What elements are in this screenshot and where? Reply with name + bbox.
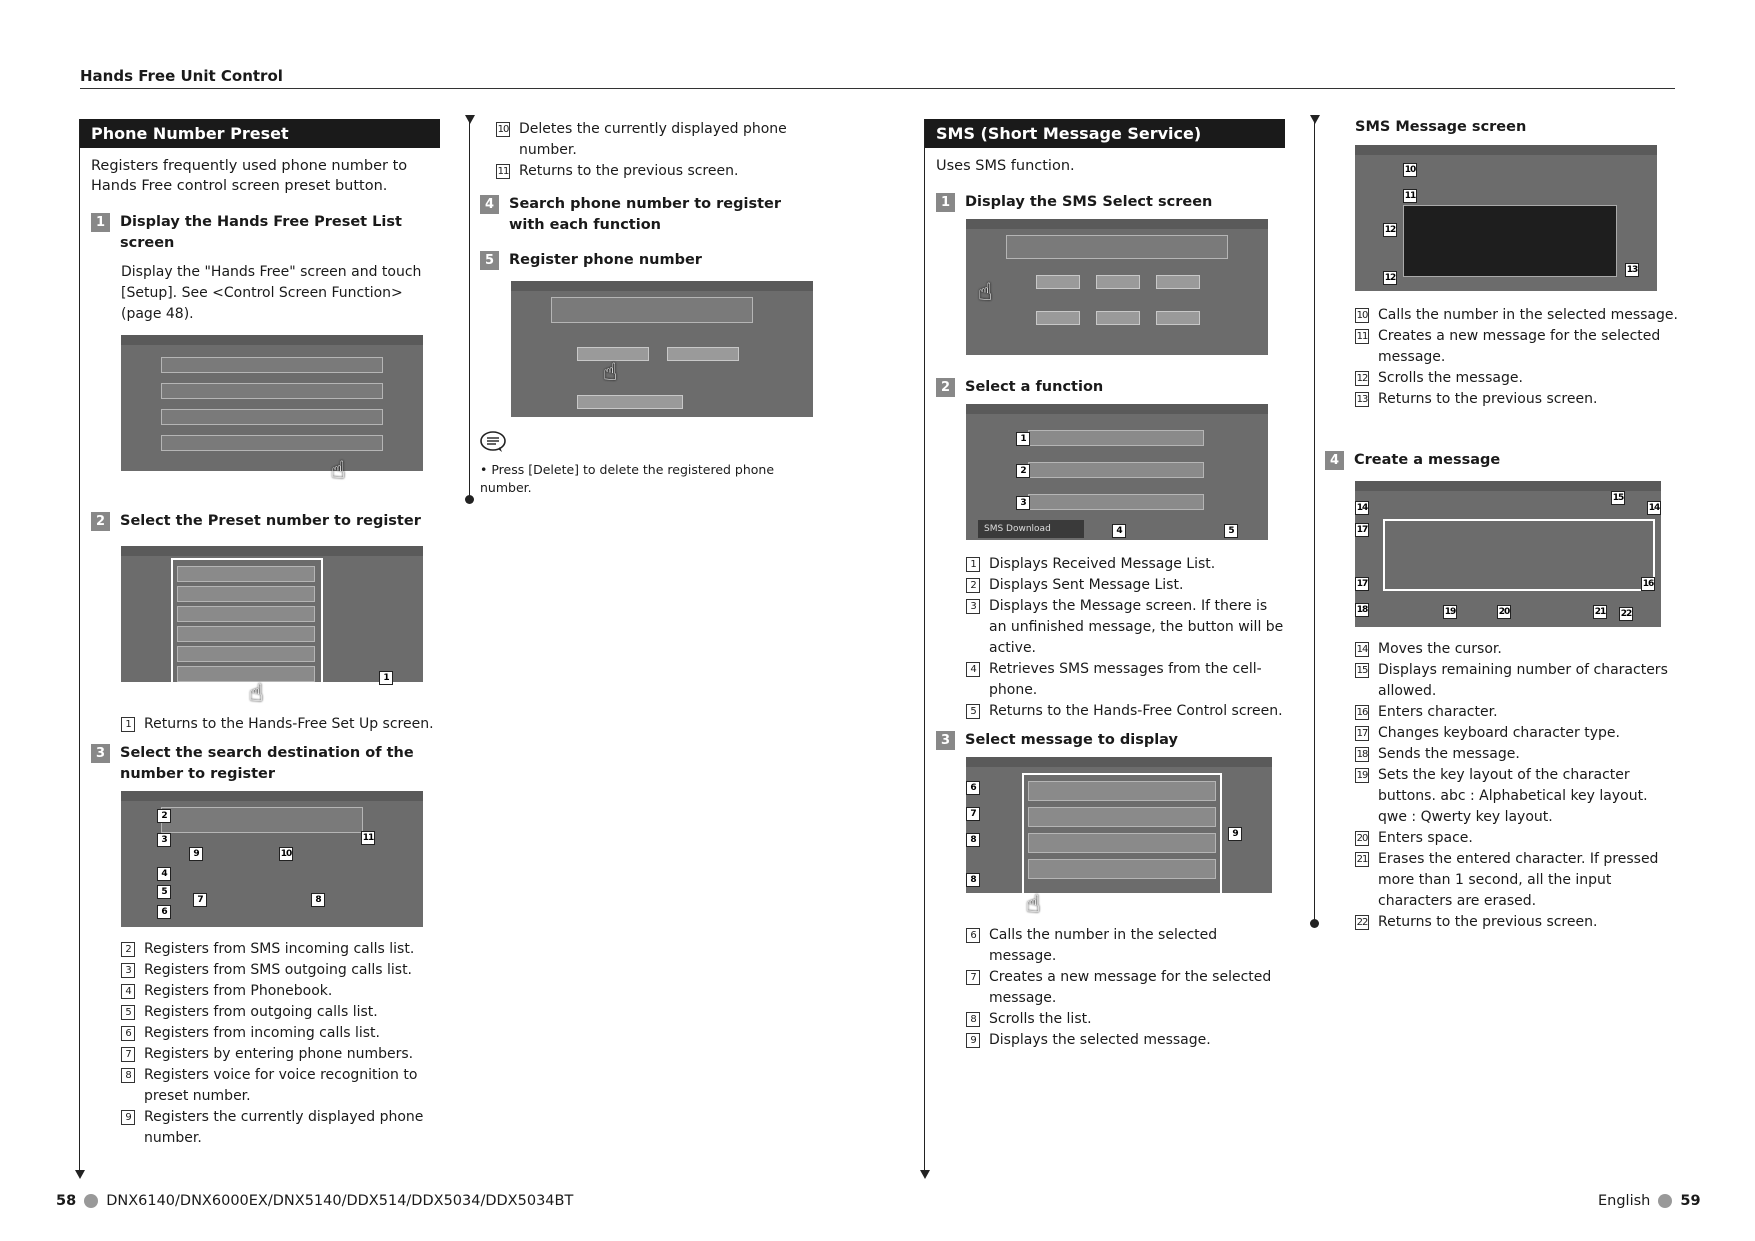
list-item [1355, 660, 1680, 702]
list-item [966, 925, 1285, 967]
step-2 [91, 511, 440, 532]
list-item [966, 575, 1285, 596]
step-2 [936, 377, 1285, 398]
screen-row [161, 383, 383, 399]
function-row [1028, 462, 1204, 478]
right-column-c [925, 119, 1285, 1051]
list-item-number: 22 [1356, 917, 1368, 928]
step-number: 1 [91, 213, 110, 232]
list-item-number: 19 [1356, 770, 1368, 781]
list-item-number: 11 [497, 166, 509, 177]
message-row [1028, 833, 1216, 853]
list-item-text: Sends the message. [1378, 746, 1520, 762]
callout-8b: 8 [966, 873, 980, 887]
step-4 [1325, 450, 1680, 471]
screenshot-message-list [966, 757, 1272, 918]
list-item [1355, 828, 1680, 849]
step-3-list [966, 925, 1285, 1051]
list-item [1355, 702, 1680, 723]
list-item-text: Displays Received Message List. [989, 556, 1216, 572]
screen-row [161, 435, 383, 451]
list-item-text: Returns to the Hands-Free Set Up screen. [144, 716, 434, 732]
callout-1: 1 [379, 671, 393, 685]
step-number: 5 [480, 251, 499, 270]
left-footer [56, 1193, 573, 1209]
step-4-list [1355, 639, 1680, 933]
preset-row [177, 666, 315, 682]
list-item-number: 9 [121, 1110, 135, 1125]
touch-hand-icon: ☝ [603, 358, 618, 386]
right-column-d [1325, 119, 1680, 933]
list-item-text: Registers from incoming calls list. [144, 1025, 380, 1041]
list-item-text: Displays remaining number of characters allowed. [1378, 662, 1668, 699]
preset-row [177, 586, 315, 602]
step-2-list [966, 554, 1285, 722]
step-3-list [121, 939, 440, 1149]
step-3-list-continued [496, 119, 820, 182]
continue-arrow-icon [1310, 115, 1320, 124]
callout-17: 17 [1356, 525, 1368, 535]
touch-hand-icon: ☝ [331, 456, 346, 484]
step-title: Register phone number [509, 252, 702, 268]
list-item [966, 596, 1285, 659]
list-item-number: 21 [1356, 854, 1368, 865]
page-number: 58 [56, 1193, 77, 1209]
note-text: • Press [Delete] to delete the registered phone number. [480, 462, 775, 495]
preset-row [177, 626, 315, 642]
screenshot-create-message [1355, 481, 1661, 627]
touch-hand-icon: ☝ [249, 679, 264, 707]
callout-5: 5 [1224, 524, 1238, 538]
list-item-number: 4 [966, 662, 980, 677]
screenshot-register-phone [511, 281, 813, 417]
continue-arrow-icon [920, 1170, 930, 1179]
callout-4: 4 [157, 867, 171, 881]
list-item-text: Registers the currently displayed phone number. [144, 1109, 424, 1146]
screen-row [161, 409, 383, 425]
preset-button [1036, 311, 1080, 325]
preset-slot [667, 347, 739, 361]
list-item [1355, 849, 1680, 912]
list-item-number: 8 [966, 1012, 980, 1027]
list-item-number: 7 [966, 970, 980, 985]
screenshot-hands-free-setup [121, 335, 423, 484]
section-title-phone-number-preset: Phone Number Preset [80, 119, 440, 148]
list-item-text: Registers by entering phone numbers. [144, 1046, 414, 1062]
list-item [121, 714, 440, 735]
preset-row [177, 566, 315, 582]
list-item [966, 659, 1285, 701]
list-item [496, 161, 820, 182]
left-column-b [480, 119, 820, 497]
list-item-text: Displays the selected message. [989, 1032, 1211, 1048]
list-item-number: 10 [497, 124, 509, 135]
list-item [121, 939, 440, 960]
note-icon [480, 431, 510, 453]
callout-11: 11 [1404, 191, 1416, 201]
list-item-text: Registers from Phonebook. [144, 983, 333, 999]
sms-message-list [1355, 305, 1680, 410]
list-item [1355, 723, 1680, 744]
continue-arrow-icon [75, 1170, 85, 1179]
list-item-text: Displays the Message screen. If there is an unfinished message, the button will be active. [989, 598, 1284, 656]
list-item-text: Sets the key layout of the character buttons. abc : Alphabetical key layout. qwe : Qwerty key layout. [1378, 767, 1648, 825]
list-item-number: 15 [1356, 665, 1368, 676]
callout-21: 21 [1594, 607, 1606, 617]
list-item-text: Enters character. [1378, 704, 1498, 720]
callout-12b: 12 [1384, 273, 1396, 283]
callout-6: 6 [966, 781, 980, 795]
list-item [496, 119, 820, 161]
callout-9: 9 [189, 847, 203, 861]
preset-button [1156, 311, 1200, 325]
end-dot-icon [1310, 919, 1319, 928]
step-5 [480, 250, 820, 271]
list-item-number: 18 [1356, 749, 1368, 760]
list-item [1355, 368, 1680, 389]
left-column-a [80, 119, 440, 1149]
step-4 [480, 194, 820, 236]
list-item [1355, 912, 1680, 933]
callout-2: 2 [1016, 464, 1030, 478]
message-body-panel [1403, 205, 1617, 277]
callout-14b: 14 [1648, 503, 1660, 513]
step-number: 2 [91, 512, 110, 531]
sms-message-screen-title: SMS Message screen [1355, 119, 1527, 135]
list-item-text: Moves the cursor. [1378, 641, 1502, 657]
list-item-text: Returns to the previous screen. [1378, 914, 1598, 930]
callout-3: 3 [1016, 496, 1030, 510]
step-3 [91, 743, 440, 785]
list-item [121, 1023, 440, 1044]
list-item-number: 20 [1356, 833, 1368, 844]
list-item-text: Scrolls the message. [1378, 370, 1523, 386]
callout-7: 7 [966, 807, 980, 821]
message-row [1028, 859, 1216, 879]
list-item [121, 1044, 440, 1065]
step-title: Display the Hands Free Preset List screen [120, 214, 402, 251]
number-display [551, 297, 753, 323]
step-number: 3 [91, 744, 110, 763]
list-item-number: 16 [1356, 707, 1368, 718]
list-item [966, 967, 1285, 1009]
list-item-text: Registers voice for voice recognition to preset number. [144, 1067, 418, 1104]
step-number: 2 [936, 378, 955, 397]
list-item-text: Returns to the previous screen. [519, 163, 739, 179]
preset-button [1096, 275, 1140, 289]
page-number: 59 [1680, 1193, 1701, 1209]
step-1 [91, 212, 440, 254]
column-rule [1314, 119, 1315, 923]
list-item [1355, 765, 1680, 828]
list-item-number: 12 [1356, 373, 1368, 384]
list-item-text: Calls the number in the selected message. [989, 927, 1218, 964]
callout-10: 10 [1404, 165, 1416, 175]
touch-hand-icon: ☝ [1026, 890, 1041, 918]
list-item-text: Erases the entered character. If pressed more than 1 second, all the input characters are erased. [1378, 851, 1659, 909]
function-row [1028, 430, 1204, 446]
continue-arrow-icon [465, 115, 475, 124]
list-item-text: Calls the number in the selected message. [1378, 307, 1678, 323]
list-item [966, 1009, 1285, 1030]
preset-button [1096, 311, 1140, 325]
list-item-text: Deletes the currently displayed phone number. [519, 121, 787, 158]
list-item [966, 701, 1285, 722]
list-item [966, 554, 1285, 575]
list-item-text: Enters space. [1378, 830, 1473, 846]
page-header-title: Hands Free Unit Control [80, 67, 283, 85]
column-rule [469, 119, 470, 499]
callout-11: 11 [362, 833, 374, 843]
screenshot-sms-message [1355, 145, 1657, 291]
list-item-number: 3 [966, 599, 980, 614]
list-item-number: 5 [966, 704, 980, 719]
language-label: English [1598, 1193, 1651, 1209]
list-item [1355, 305, 1680, 326]
list-item-text: Registers from SMS outgoing calls list. [144, 962, 413, 978]
section-intro: Uses SMS function. [936, 158, 1075, 174]
list-item-text: Changes keyboard character type. [1378, 725, 1620, 741]
step-number: 3 [936, 731, 955, 750]
list-item-text: Displays Sent Message List. [989, 577, 1184, 593]
callout-19: 19 [1444, 607, 1456, 617]
header-divider [80, 88, 1675, 89]
callout-18: 18 [1356, 605, 1368, 615]
note-body: Press [Delete] to delete the registered phone number. [480, 462, 775, 495]
list-item [1355, 326, 1680, 368]
screenshot-hands-free [966, 219, 1268, 355]
callout-16: 16 [1642, 579, 1654, 589]
list-item-text: Creates a new message for the selected message. [1378, 328, 1661, 365]
column-rule [79, 119, 80, 1171]
screenshot-preset-select [121, 791, 423, 927]
callout-8: 8 [966, 833, 980, 847]
callout-10: 10 [280, 849, 292, 859]
list-item-number: 14 [1356, 644, 1368, 655]
touch-hand-icon: ☝ [978, 278, 993, 306]
step-number: 4 [480, 195, 499, 214]
callout-6: 6 [157, 905, 171, 919]
list-item-number: 5 [121, 1005, 135, 1020]
section-title-sms: SMS (Short Message Service) [925, 119, 1285, 148]
screen-row [161, 357, 383, 373]
list-item-number: 1 [966, 557, 980, 572]
callout-9: 9 [1228, 827, 1242, 841]
footer-dot-icon [1658, 1194, 1672, 1208]
step-1 [936, 192, 1285, 213]
step-title: Search phone number to register with each function [509, 196, 782, 233]
list-item-text: Retrieves SMS messages from the cell-phone. [989, 661, 1262, 698]
callout-1: 1 [1016, 432, 1030, 446]
list-item-number: 13 [1356, 394, 1368, 405]
step-title: Select the search destination of the number to register [120, 745, 414, 782]
step-title: Select the Preset number to register [120, 513, 421, 529]
list-item-number: 3 [121, 963, 135, 978]
list-item-number: 2 [966, 578, 980, 593]
list-item-number: 4 [121, 984, 135, 999]
callout-5: 5 [157, 885, 171, 899]
callout-22: 22 [1620, 609, 1632, 619]
callout-17b: 17 [1356, 579, 1368, 589]
list-item-number: 6 [121, 1026, 135, 1041]
model-list: DNX6140/DNX6000EX/DNX5140/DDX514/DDX5034/DDX5034BT [106, 1193, 574, 1209]
callout-12: 12 [1384, 225, 1396, 235]
list-item [121, 1065, 440, 1107]
list-item [966, 1030, 1285, 1051]
preset-slot [577, 395, 683, 409]
list-item-number: 1 [121, 717, 135, 732]
list-item-text: Registers from SMS incoming calls list. [144, 941, 415, 957]
callout-13: 13 [1626, 265, 1638, 275]
step-title: Select a function [965, 379, 1104, 395]
keyboard-highlight [1383, 519, 1655, 591]
step-2-list [121, 714, 440, 735]
screenshot-preset-list [121, 546, 423, 707]
step-number: 4 [1325, 451, 1344, 470]
number-display [161, 807, 363, 833]
list-item-number: 10 [1356, 310, 1368, 321]
list-item-text: Creates a new message for the selected message. [989, 969, 1272, 1006]
callout-8: 8 [311, 893, 325, 907]
footer-dot-icon [84, 1194, 98, 1208]
list-item-text: Scrolls the list. [989, 1011, 1092, 1027]
end-dot-icon [465, 495, 474, 504]
screenshot-sms-select [966, 404, 1268, 540]
sms-download-button: SMS Download [978, 520, 1084, 538]
preset-button [1036, 275, 1080, 289]
list-item [121, 1002, 440, 1023]
step-title: Select message to display [965, 732, 1178, 748]
step-title: Create a message [1354, 452, 1501, 468]
preset-button [1156, 275, 1200, 289]
list-item [121, 1107, 440, 1149]
preset-row [177, 646, 315, 662]
list-item-text: Returns to the previous screen. [1378, 391, 1598, 407]
list-item-number: 6 [966, 928, 980, 943]
right-footer [1598, 1193, 1701, 1209]
callout-20: 20 [1498, 607, 1510, 617]
number-display [1006, 235, 1228, 259]
list-item [121, 981, 440, 1002]
list-item [121, 960, 440, 981]
list-item-number: 11 [1356, 331, 1368, 342]
list-item-number: 17 [1356, 728, 1368, 739]
function-row [1028, 494, 1204, 510]
section-intro: Registers frequently used phone number to Hands Free control screen preset button. [91, 158, 408, 194]
step-title: Display the SMS Select screen [965, 194, 1213, 210]
list-item [1355, 744, 1680, 765]
step-1-body: Display the "Hands Free" screen and touch [Setup]. See <Control Screen Function> (page 48). [121, 264, 422, 322]
callout-3: 3 [157, 833, 171, 847]
list-item-number: 8 [121, 1068, 135, 1083]
callout-14: 14 [1356, 503, 1368, 513]
list-item-text: Registers from outgoing calls list. [144, 1004, 378, 1020]
step-number: 1 [936, 193, 955, 212]
list-item [1355, 639, 1680, 660]
message-row [1028, 807, 1216, 827]
callout-2: 2 [157, 809, 171, 823]
list-item-number: 2 [121, 942, 135, 957]
list-item-number: 7 [121, 1047, 135, 1062]
preset-row [177, 606, 315, 622]
list-item [1355, 389, 1680, 410]
list-item-number: 9 [966, 1033, 980, 1048]
callout-15: 15 [1612, 493, 1624, 503]
callout-7: 7 [193, 893, 207, 907]
message-row [1028, 781, 1216, 801]
callout-4: 4 [1112, 524, 1126, 538]
list-item-text: Returns to the Hands-Free Control screen. [989, 703, 1283, 719]
step-3 [936, 730, 1285, 751]
